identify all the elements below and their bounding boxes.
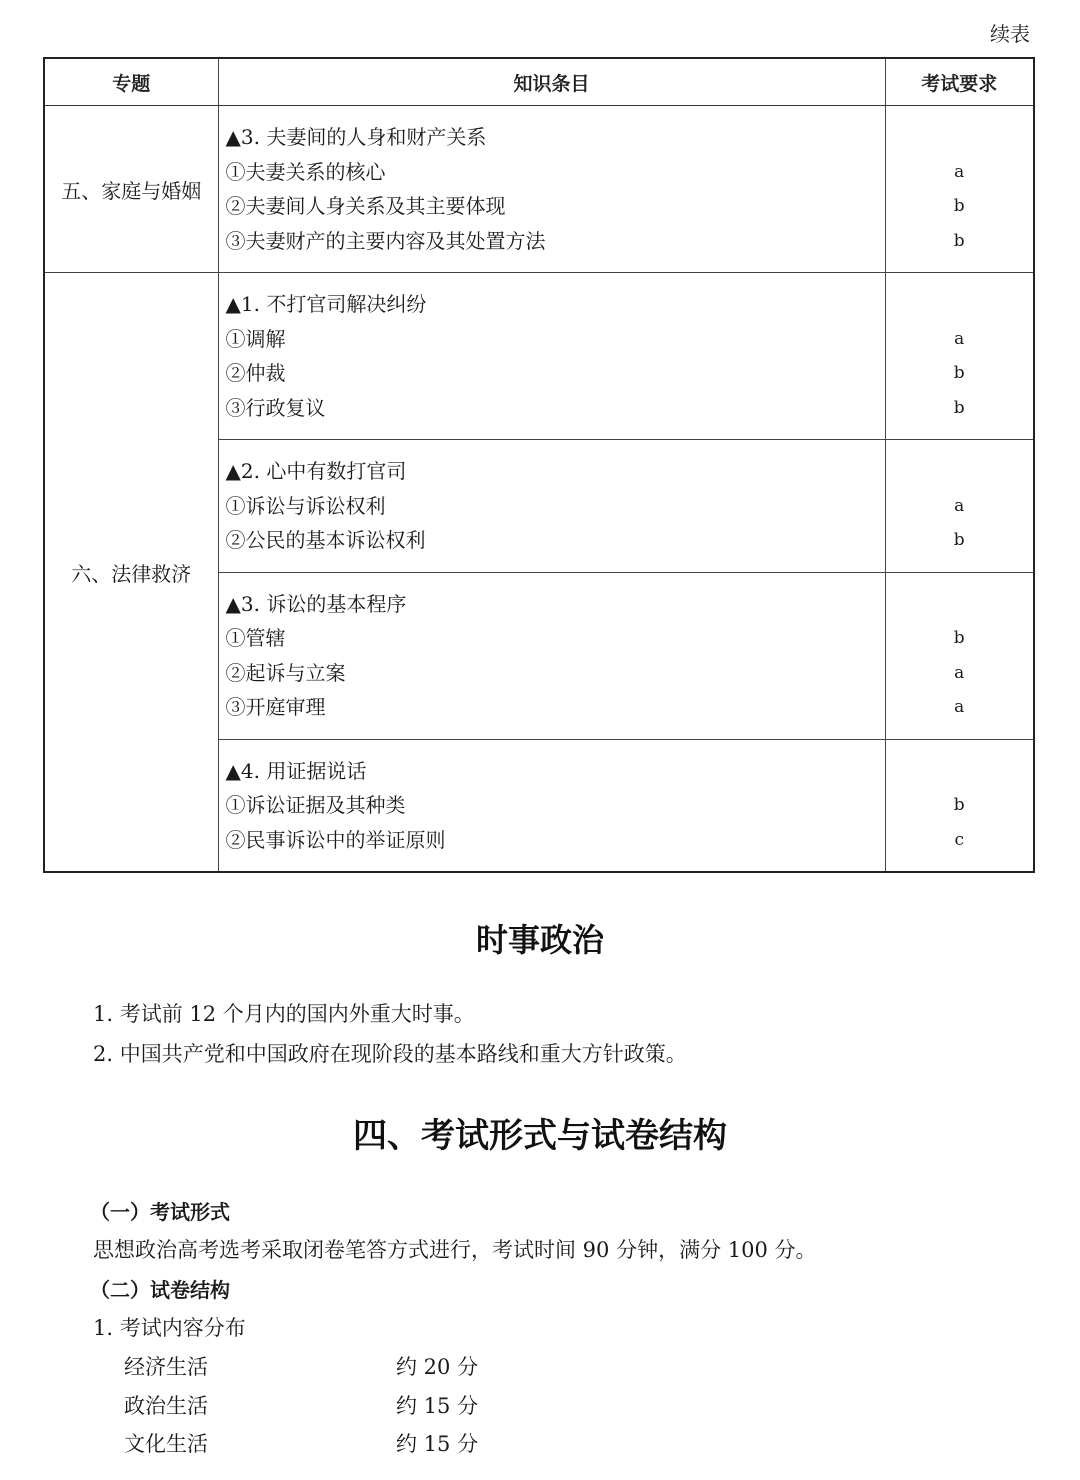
requirement-level: a (954, 328, 965, 349)
exam-form-text: 思想政治高考选考采取闭卷笔答方式进行，考试时间 90 分钟，满分 100 分。 (93, 1238, 817, 1262)
distribution-value: 约 20 分 (396, 1355, 479, 1379)
paper-structure-title: （二）试卷结构 (90, 1278, 230, 1302)
knowledge-block-title: ▲3. 诉讼的基本程序 (225, 591, 407, 616)
knowledge-item: ②公民的基本诉讼权利 (225, 528, 426, 552)
knowledge-items-cell (218, 572, 885, 739)
table-row (44, 273, 1034, 440)
current-affairs-heading: 时事政治 (475, 921, 604, 959)
distribution-value: 约 15 分 (396, 1394, 479, 1418)
requirement-level: b (953, 530, 965, 550)
knowledge-item: ②仲裁 (225, 361, 286, 385)
requirement-spacer (886, 454, 1034, 489)
requirement-spacer (886, 587, 1034, 622)
header-topic: 专题 (44, 58, 218, 106)
requirement-level: a (954, 161, 965, 182)
knowledge-block-title: ▲1. 不打官司解决纠纷 (225, 292, 427, 316)
topic-cell: 五、家庭与婚姻 (44, 106, 218, 273)
requirement-level: b (953, 795, 965, 815)
requirement-cell (885, 572, 1034, 739)
distribution-title: 1. 考试内容分布 (93, 1316, 246, 1340)
requirement-cell (885, 440, 1034, 573)
requirement-level: b (953, 363, 965, 383)
requirement-level: a (954, 662, 965, 683)
knowledge-block-title: ▲3. 夫妻间的人身和财产关系 (225, 125, 487, 149)
knowledge-item: ②民事诉讼中的举证原则 (225, 827, 446, 852)
distribution-value: 约 15 分 (396, 1432, 479, 1456)
table-row (44, 106, 1034, 273)
requirement-level: a (954, 697, 965, 717)
header-requirement: 考试要求 (885, 58, 1034, 106)
knowledge-items-cell (218, 440, 885, 573)
syllabus-table (43, 57, 1035, 873)
knowledge-item: ①夫妻关系的核心 (225, 159, 386, 184)
table-body (44, 106, 1034, 873)
header-knowledge-item: 知识条目 (218, 58, 885, 106)
knowledge-item: ①诉讼证据及其种类 (225, 793, 406, 817)
knowledge-items-cell (218, 739, 885, 872)
current-affairs-point-1: 1. 考试前 12 个月内的国内外重大时事。 (93, 1002, 475, 1026)
knowledge-item: ①管辖 (225, 626, 286, 650)
knowledge-items-cell (218, 273, 885, 440)
knowledge-item: ②起诉与立案 (225, 660, 346, 685)
requirement-level: b (953, 196, 965, 216)
knowledge-item: ①诉讼与诉讼权利 (225, 493, 386, 518)
current-affairs-point-2: 2. 中国共产党和中国政府在现阶段的基本路线和重大方针政策。 (93, 1042, 687, 1066)
distribution-name: 文化生活 (124, 1432, 208, 1456)
topic-cell: 六、法律救济 (44, 273, 218, 873)
requirement-cell (885, 739, 1034, 872)
knowledge-block-title: ▲4. 用证据说话 (225, 758, 367, 783)
section4-heading: 四、考试形式与试卷结构 (353, 1116, 727, 1156)
knowledge-block-title: ▲2. 心中有数打官司 (225, 459, 407, 483)
requirement-cell (885, 273, 1034, 440)
knowledge-item: ①调解 (225, 326, 286, 351)
requirement-level: b (953, 397, 965, 418)
requirement-spacer (886, 287, 1034, 322)
continued-label: 续表 (990, 22, 1030, 46)
knowledge-item: ③开庭审理 (225, 695, 326, 719)
exam-form-title: （一）考试形式 (90, 1200, 230, 1224)
requirement-level: c (954, 829, 965, 850)
requirement-spacer (886, 754, 1034, 789)
knowledge-item: ②夫妻间人身关系及其主要体现 (225, 194, 506, 218)
requirement-cell (885, 106, 1034, 273)
knowledge-item: ③夫妻财产的主要内容及其处置方法 (225, 228, 546, 253)
distribution-name: 政治生活 (124, 1394, 208, 1418)
requirement-level: b (953, 230, 965, 251)
table-header-row (44, 58, 1034, 106)
knowledge-item: ③行政复议 (225, 395, 326, 420)
requirement-spacer (886, 120, 1034, 155)
distribution-name: 经济生活 (124, 1355, 208, 1379)
knowledge-items-cell (218, 106, 885, 273)
requirement-level: b (953, 628, 965, 648)
requirement-level: a (954, 495, 965, 516)
